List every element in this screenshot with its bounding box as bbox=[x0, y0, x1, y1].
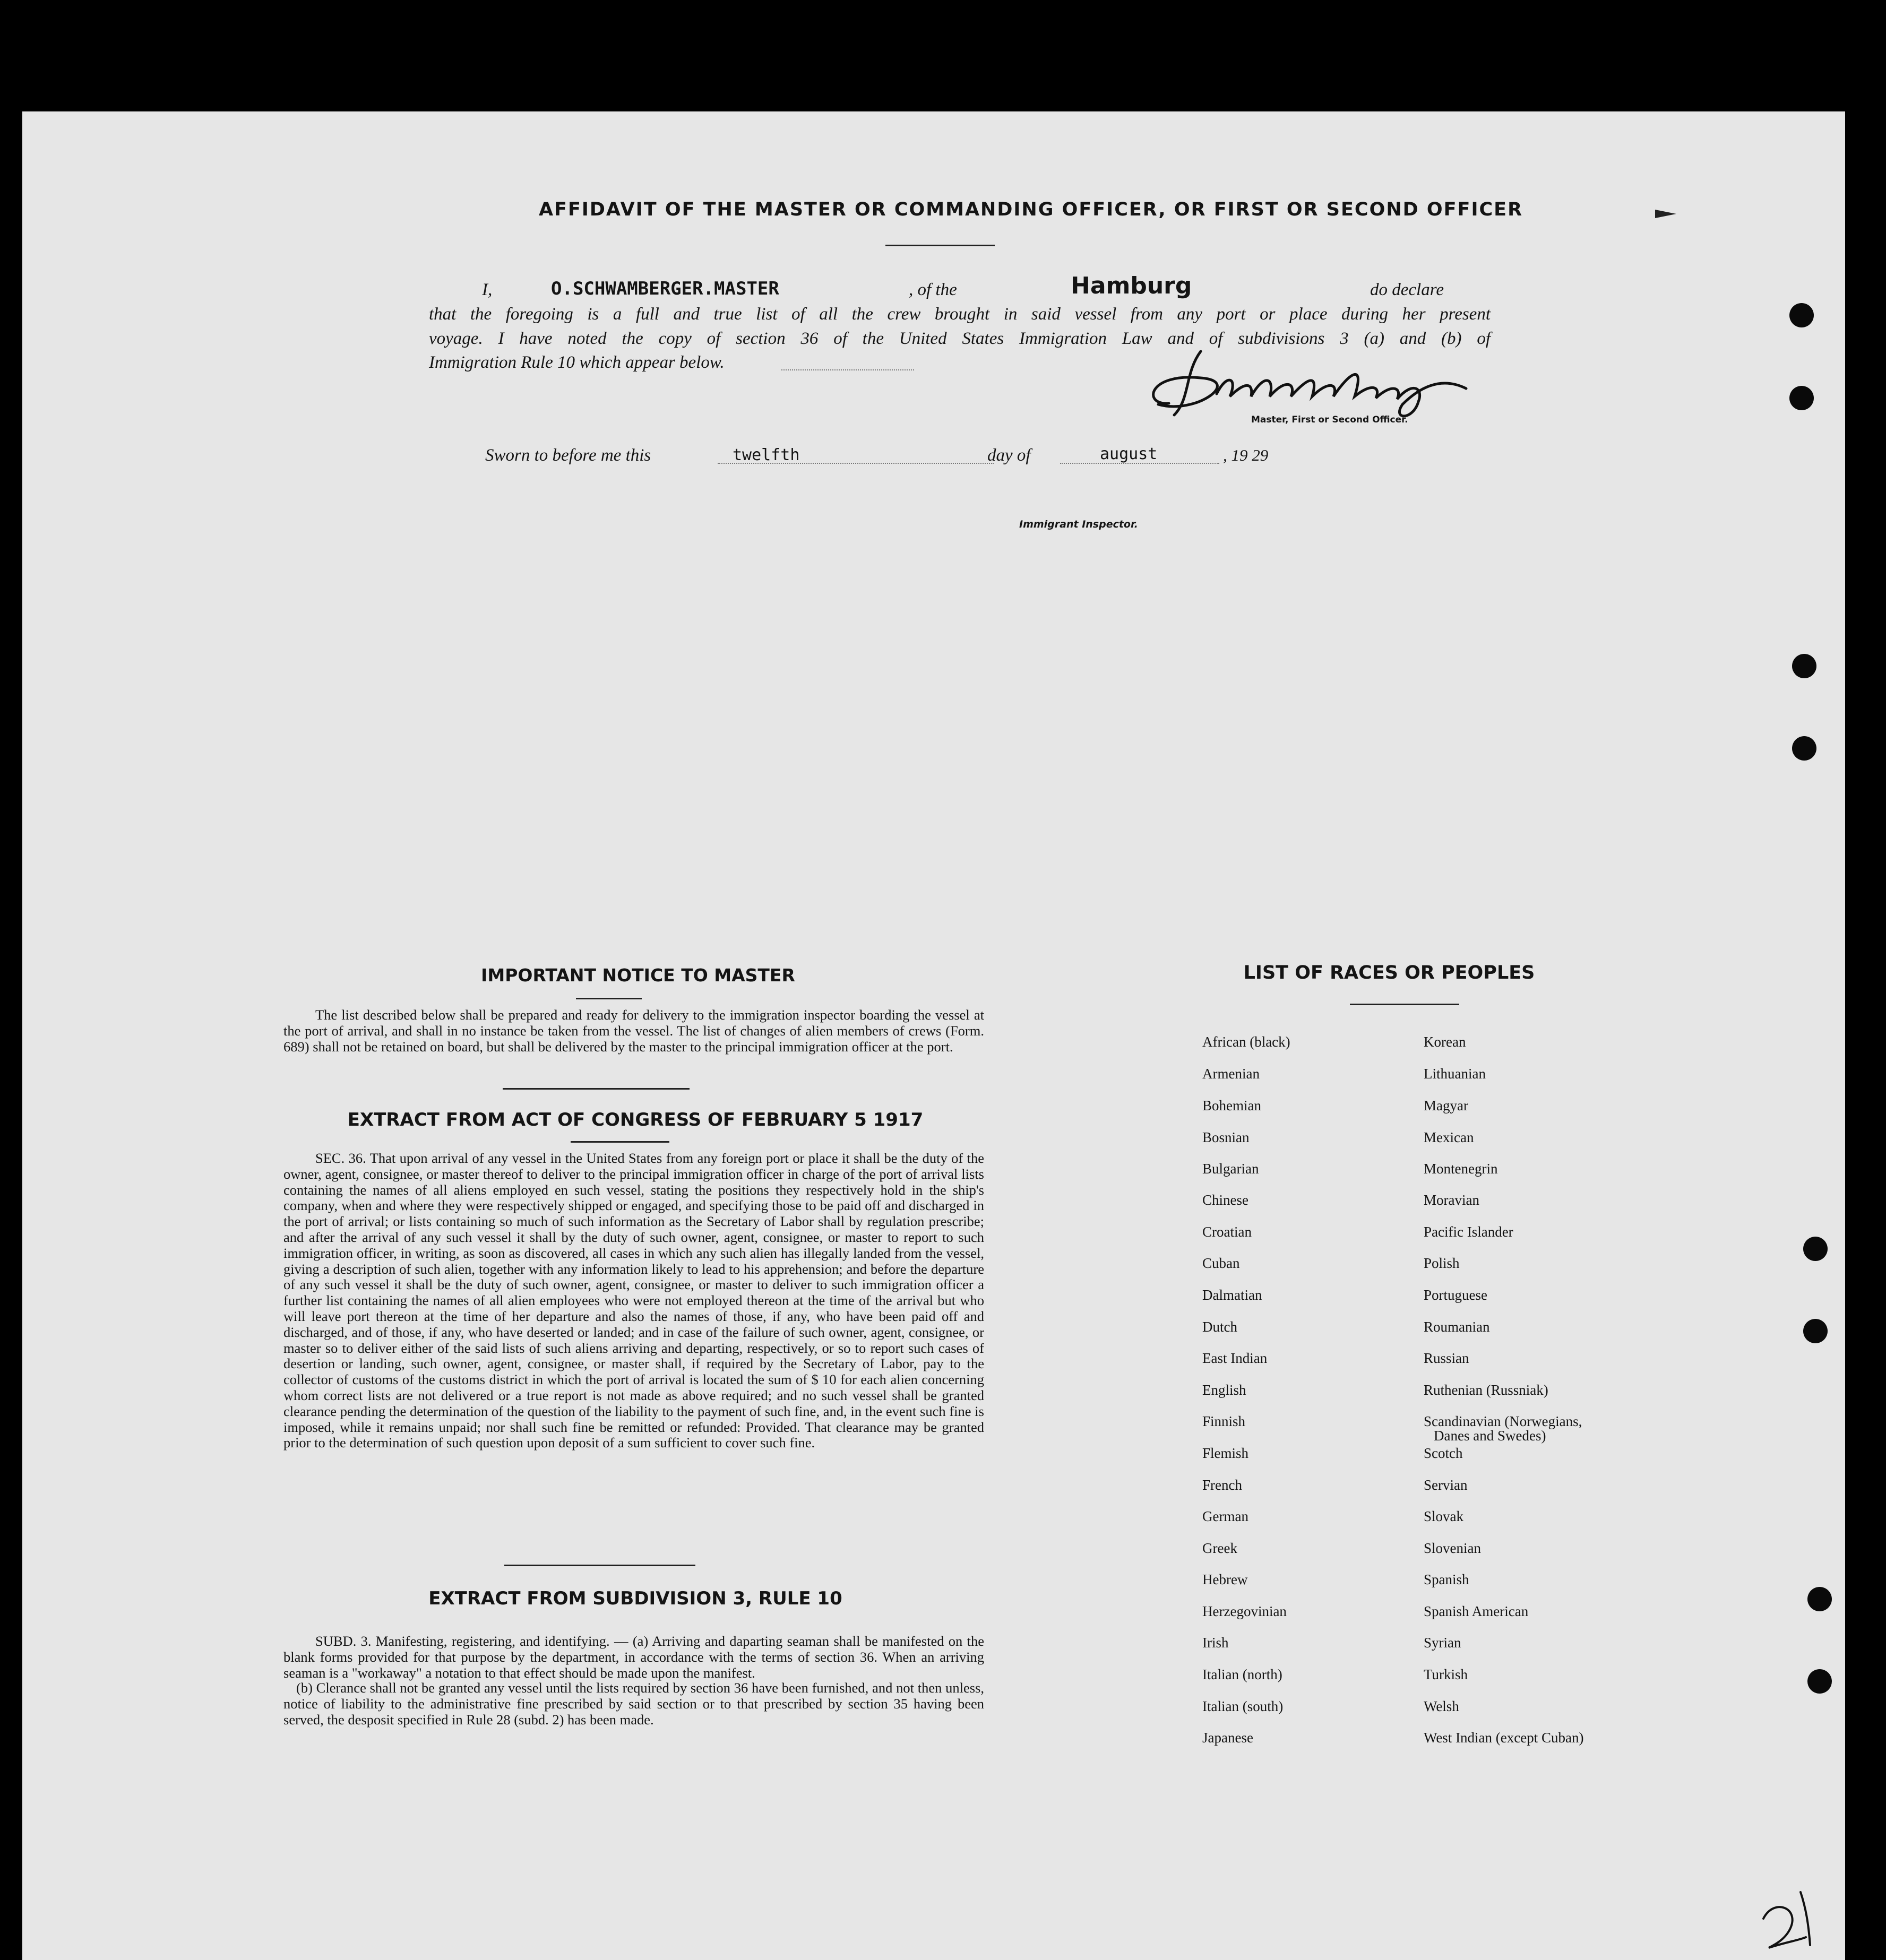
declaration-blank bbox=[781, 369, 914, 370]
race-item: Danes and Swedes) bbox=[1434, 1428, 1546, 1444]
race-item: Bosnian bbox=[1202, 1129, 1250, 1145]
sworn-month: august bbox=[1100, 445, 1158, 463]
day-of-text: day of bbox=[987, 446, 1031, 465]
race-item: Portuguese bbox=[1424, 1287, 1487, 1303]
race-item: Pacific Islander bbox=[1424, 1224, 1513, 1240]
race-item: Slovenian bbox=[1424, 1540, 1481, 1556]
race-item: African (black) bbox=[1202, 1034, 1290, 1050]
punch-hole bbox=[1807, 1587, 1832, 1611]
month-blank bbox=[1060, 463, 1219, 464]
notice-bottom-rule bbox=[503, 1088, 690, 1090]
punch-hole bbox=[1792, 736, 1816, 761]
races-rule bbox=[1350, 1004, 1459, 1005]
master-name: O.SCHWAMBERGER.MASTER bbox=[551, 278, 779, 299]
race-item: Scotch bbox=[1424, 1445, 1463, 1461]
punch-hole bbox=[1803, 1237, 1828, 1261]
subdivision-text-b: (b) Clerance shall not be granted any vessel until the lists required by section 36 have been furnished, and not then unless, notice of liability to the administrative fine prescribed by said section or to that prescribed by section 35 having been served, the desposit specified in Rule 28 (subd. 2) has been made. bbox=[283, 1680, 984, 1728]
punch-hole bbox=[1803, 1319, 1828, 1343]
race-item: Lithuanian bbox=[1424, 1066, 1486, 1082]
title-rule bbox=[885, 245, 995, 246]
race-item: Greek bbox=[1202, 1540, 1237, 1556]
affidavit-title: AFFIDAVIT OF THE MASTER OR COMMANDING OFFICER, OR FIRST OR SECOND OFFICER bbox=[538, 199, 1523, 220]
race-item: German bbox=[1202, 1508, 1248, 1524]
race-item: Herzegovinian bbox=[1202, 1603, 1287, 1619]
master-signature bbox=[1137, 341, 1487, 420]
punch-hole bbox=[1792, 654, 1816, 678]
declaration-line-2: voyage. I have noted the copy of section 36 of the United States Immigration Law and of subdivisions 3 (a) and (b) of bbox=[429, 329, 1491, 348]
handwritten-mark bbox=[1747, 1887, 1816, 1956]
race-item: Bulgarian bbox=[1202, 1161, 1259, 1177]
race-item: Polish bbox=[1424, 1255, 1460, 1271]
subdivision-title: EXTRACT FROM SUBDIVISION 3, RULE 10 bbox=[428, 1588, 842, 1609]
race-item: Korean bbox=[1424, 1034, 1466, 1050]
races-title: LIST OF RACES OR PEOPLES bbox=[1243, 962, 1535, 983]
race-item: Dutch bbox=[1202, 1319, 1237, 1335]
race-item: Chinese bbox=[1202, 1192, 1248, 1208]
race-item: Spanish bbox=[1424, 1572, 1469, 1587]
race-item: Italian (north) bbox=[1202, 1667, 1282, 1682]
race-item: Moravian bbox=[1424, 1192, 1479, 1208]
race-item: Italian (south) bbox=[1202, 1698, 1284, 1714]
race-item: Turkish bbox=[1424, 1667, 1468, 1682]
race-item: Japanese bbox=[1202, 1730, 1253, 1746]
inspector-caption: Immigrant Inspector. bbox=[1019, 519, 1138, 530]
race-item: Hebrew bbox=[1202, 1572, 1248, 1587]
race-item: West Indian (except Cuban) bbox=[1424, 1730, 1584, 1746]
vessel-name: Hamburg bbox=[1071, 272, 1192, 299]
race-item: Irish bbox=[1202, 1635, 1229, 1651]
race-item: English bbox=[1202, 1382, 1246, 1398]
race-item: East Indian bbox=[1202, 1350, 1268, 1366]
race-item: Russian bbox=[1424, 1350, 1469, 1366]
race-item: Ruthenian (Russniak) bbox=[1424, 1382, 1548, 1398]
race-item: Magyar bbox=[1424, 1098, 1468, 1113]
race-item: Spanish American bbox=[1424, 1603, 1529, 1619]
punch-hole bbox=[1789, 386, 1814, 410]
race-item: Servian bbox=[1424, 1477, 1468, 1493]
race-item: Mexican bbox=[1424, 1129, 1474, 1145]
race-item: Armenian bbox=[1202, 1066, 1260, 1082]
race-item: Welsh bbox=[1424, 1698, 1459, 1714]
race-item: Croatian bbox=[1202, 1224, 1252, 1240]
race-item: Roumanian bbox=[1424, 1319, 1490, 1335]
act-rule bbox=[571, 1141, 669, 1143]
document-page bbox=[22, 111, 1845, 1960]
declaration-line-3: Immigration Rule 10 which appear below. bbox=[429, 353, 725, 372]
race-item: French bbox=[1202, 1477, 1242, 1493]
act-title: EXTRACT FROM ACT OF CONGRESS OF FEBRUARY 5 1917 bbox=[347, 1109, 924, 1130]
declare-pronoun: I, bbox=[482, 280, 493, 299]
notice-text: The list described below shall be prepared and ready for delivery to the immigration inspector boarding the vessel at the port of arrival, and shall in no instance be taken from the vessel. The list of changes of alien members of crews (Form. 689) shall not be retained on board, but shall be delivered by the master to the principal immigration officer at the port. bbox=[283, 1007, 984, 1055]
subdivision-text-a: SUBD. 3. Manifesting, registering, and identifying. — (a) Arriving and daparting seaman shall be manifested on the blank forms provided for that purpose by the department, in accordance with the terms of section 36. When an arriving seaman is a "workaway" a notation to that effect should be made upon the manifest. bbox=[283, 1633, 984, 1681]
race-item: Montenegrin bbox=[1424, 1161, 1498, 1177]
sworn-day: twelfth bbox=[733, 446, 800, 464]
declaration-line-1: that the foregoing is a full and true list of all the crew brought in said vessel from any port or place during her present bbox=[429, 305, 1491, 324]
race-item: Flemish bbox=[1202, 1445, 1249, 1461]
day-blank bbox=[718, 463, 994, 464]
act-bottom-rule bbox=[504, 1565, 695, 1566]
sworn-year: , 19 29 bbox=[1223, 446, 1269, 464]
punch-hole bbox=[1789, 303, 1814, 327]
race-item: Slovak bbox=[1424, 1508, 1464, 1524]
do-declare-text: do declare bbox=[1370, 280, 1444, 299]
race-item: Finnish bbox=[1202, 1413, 1246, 1429]
corner-tab-mark bbox=[1655, 210, 1676, 218]
notice-title: IMPORTANT NOTICE TO MASTER bbox=[481, 965, 795, 986]
race-item: Scandinavian (Norwegians, bbox=[1424, 1413, 1582, 1429]
race-item: Bohemian bbox=[1202, 1098, 1261, 1113]
of-the-text: , of the bbox=[909, 280, 957, 299]
race-item: Dalmatian bbox=[1202, 1287, 1262, 1303]
notice-rule bbox=[576, 998, 642, 999]
act-text: SEC. 36. That upon arrival of any vessel in the United States from any foreign port or place it shall be the duty of the owner, agent, consignee, or master thereof to deliver to the principal immigration officer in charge of the port of arrival lists containing the names of all aliens employed en such vessel, stating the positions they respectively hold in the ship's company, when and where they were respectively shipped or engaged, and specifying those to be paid off and discharged in the port of arrival; or lists containing so much of such information as the Secretary of Labor shall by regulation prescribe; and after the arrival of any such vessel it shall by the duty of such owner, agent, consignee, or master to report to such immigration officer, in writing, as soon as discovered, all cases in which any such alien has illegally landed from the vessel, giving a description of such alien, together with any information likely to lead to his apprehension; and before the departure of any such vessel it shall be the duty of such owner, agent, consignee, or master to deliver to such immigration officer a further list containing the names of all alien employees who were not employed thereon at the time of the arrival but who will leave port thereon at the time of her departure and also the names of those, if any, who have been paid off and discharged, and of those, if any, who have deserted or landed; and in case of the failure of such owner, agent, consignee, or master so to deliver either of the said lists of such aliens arriving and departing, respectively, or so to report such cases of desertion or landing, such owner, agent, consignee, or master shall, if required by the Secretary of Labor, pay to the collector of customs of the customs district in which the port of arrival is located the sum of $ 10 for each alien concerning whom correct lists are not delivered or a true report is not made as above required; and no such vessel shall be granted clearance pending the determination of the question of the liability to the payment of such fine, and, in the event such fine is imposed, while it remains unpaid; nor shall such fine be remitted or refunded: Provided. That clearance may be granted prior to the determination of such question upon deposit of a sum sufficient to cover such fine. bbox=[283, 1150, 984, 1451]
signature-caption: Master, First or Second Officer. bbox=[1251, 415, 1408, 425]
punch-hole bbox=[1807, 1669, 1832, 1694]
race-item: Syrian bbox=[1424, 1635, 1461, 1651]
sworn-text: Sworn to before me this bbox=[485, 446, 651, 465]
race-item: Cuban bbox=[1202, 1255, 1240, 1271]
